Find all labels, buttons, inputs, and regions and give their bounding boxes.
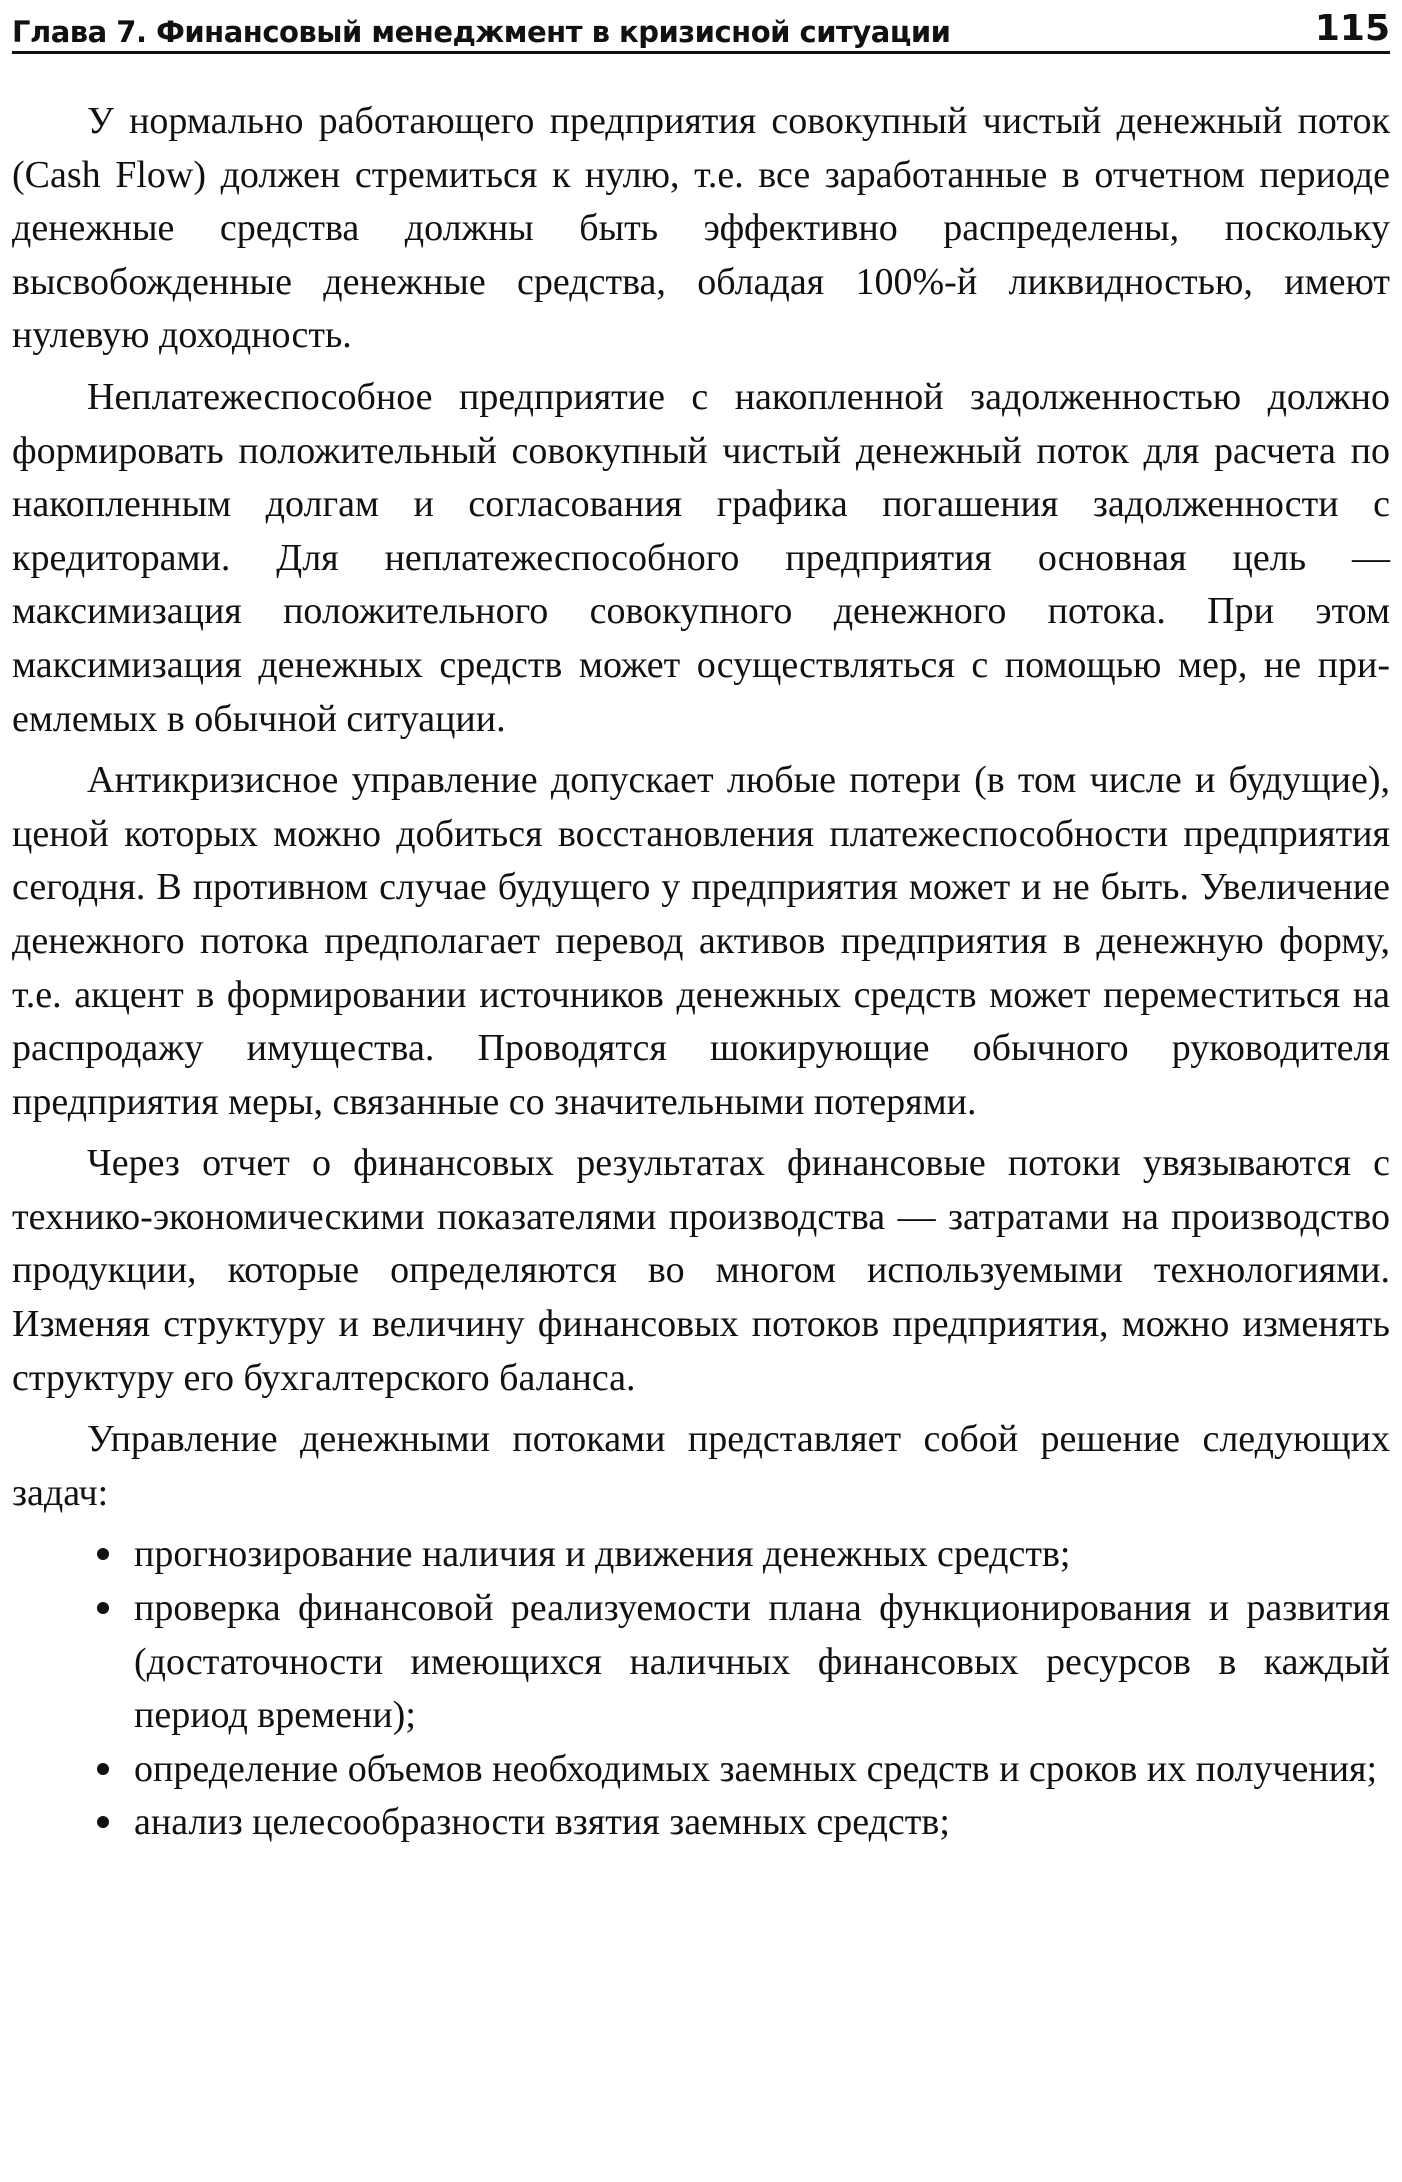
bullet-icon: [97, 1602, 109, 1614]
page-header: [12, 8, 1390, 54]
paragraph: Через отчет о финансовых результатах финансовые потоки увязываются с технико-экономическими показателями производства — затратами на производство продукции, которые определяются во многом используемыми технологиями. Изменяя структуру и величину финансовых потоков предприятия, можно изменять структуру его бухгалтерского баланса.: [12, 1142, 1390, 1399]
task-list: [12, 1528, 1390, 1850]
list-item: [12, 1796, 1390, 1850]
list-item: [12, 1528, 1390, 1582]
paragraph: Неплатежеспособное предприятие с накопленной задолженностью должно формировать положительный совокупный чистый денежный поток для расчета по накопленным долгам и согласования графика погашения задолженности с кредиторами. Для неплатежеспособного предприятия основная цель — максимизация положительного совокупного денежного потока. При этом максимизация денежных средств может осуществляться с помощью мер, не приемлемых в обычной ситуации.: [12, 375, 1390, 740]
list-item-text: проверка финансовой реализуемости плана функционирования и развития (достаточности имеющихся наличных финансовых ресурсов в каждый период времени);: [134, 1587, 1390, 1737]
bullet-icon: [97, 1816, 109, 1828]
bullet-icon: [97, 1548, 109, 1560]
page-number: 115: [1314, 8, 1390, 49]
list-item-text: определение объемов необходимых заемных средств и сроков их получения;: [134, 1747, 1378, 1790]
paragraph: Управление денежными потоками представляет собой решение следующих задач:: [12, 1418, 1390, 1514]
list-item: [12, 1743, 1390, 1797]
list-item-text: анализ целесообразности взятия заемных средств;: [134, 1801, 950, 1844]
list-item: [12, 1582, 1390, 1743]
bullet-icon: [97, 1763, 109, 1775]
list-item-text: прогнозирование наличия и движения денежных средств;: [134, 1533, 1071, 1576]
paragraph: Антикризисное управление допускает любые потери (в том числе и будущие), ценой которых можно добиться восстановления платежеспособности предприятия сегодня. В противном случае будущего у предприятия может и не быть. Увеличение денежного потока предполагает перевод активов предприятия в денежную форму, т.е. акцент в формировании источников денежных средств может переместиться на распродажу имущества. Проводятся шокирующие обычного руководителя предприятия меры, связанные со значительными потерями.: [12, 759, 1390, 1123]
body-text: [12, 95, 1390, 1850]
running-head: Глава 7. Финансовый менеджмент в кризисной ситуации: [12, 15, 951, 49]
paragraph: У нормально работающего предприятия совокупный чистый денежный поток (Cash Flow) должен стремиться к нулю, т.е. все заработанные в отчетном периоде денежные средства должны быть эффективно распределены, поскольку высвобожденные денежные средства, обладая 100%-й ликвидностью, имеют нулевую доходность.: [12, 100, 1390, 357]
